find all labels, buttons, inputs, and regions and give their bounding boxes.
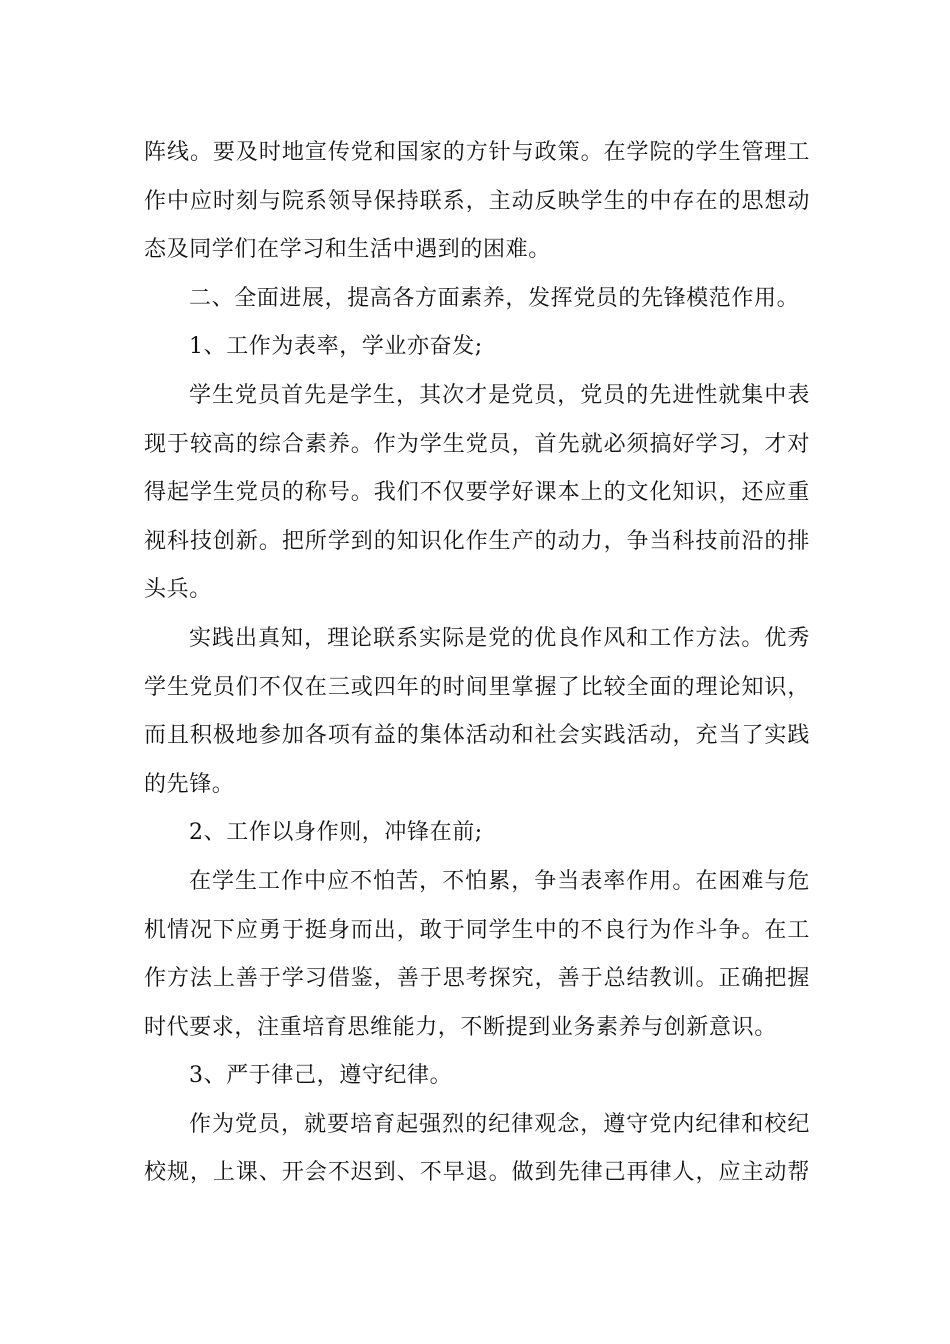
text-line: 得起学生党员的称号。我们不仅要学好课本上的文化知识，还应重 (144, 480, 810, 506)
text-line: 学生党员们不仅在三或四年的时间里掌握了比较全面的理论知识， (144, 674, 810, 700)
document-body (144, 129, 810, 1198)
paragraph (144, 615, 810, 809)
text-line: 1、工作为表率，学业亦奋发; (189, 334, 483, 360)
text-line: 的先锋。 (144, 771, 235, 797)
text-line: 2、工作以身作则，冲锋在前; (189, 820, 483, 846)
paragraph (144, 129, 810, 275)
paragraph (144, 809, 810, 858)
text-line: 二、全面进展，提高各方面素养，发挥党员的先锋模范作用。 (189, 285, 800, 311)
text-line: 阵线。要及时地宣传党和国家的方针与政策。在学院的学生管理工 (144, 140, 810, 165)
text-line: 作中应时刻与院系领导保持联系，主动反映学生的中存在的思想动 (144, 188, 810, 214)
paragraph (144, 1052, 810, 1101)
text-line: 而且积极地参加各项有益的集体活动和社会实践活动，充当了实践 (144, 723, 810, 749)
text-line: 作为党员，就要培育起强烈的纪律观念，遵守党内纪律和校纪 (189, 1111, 810, 1137)
paragraph (144, 372, 810, 615)
text-line: 校规，上课、开会不迟到、不早退。做到先律己再律人，应主动帮 (144, 1160, 810, 1186)
paragraph (144, 275, 810, 324)
text-line: 视科技创新。把所学到的知识化作生产的动力，争当科技前沿的排 (144, 528, 810, 554)
text-line: 在学生工作中应不怕苦，不怕累，争当表率作用。在困难与危 (189, 868, 810, 894)
text-line: 现于较高的综合素养。作为学生党员，首先就必须搞好学习，才对 (144, 431, 810, 457)
text-line: 时代要求，注重培育思维能力，不断提到业务素养与创新意识。 (144, 1014, 777, 1040)
text-line: 态及同学们在学习和生活中遇到的困难。 (144, 237, 551, 263)
text-line: 作方法上善于学习借鉴，善于思考探究，善于总结教训。正确把握 (144, 966, 810, 992)
paragraph (144, 323, 810, 372)
text-line: 机情况下应勇于挺身而出，敢于同学生中的不良行为作斗争。在工 (144, 917, 810, 943)
text-line: 学生党员首先是学生，其次才是党员，党员的先进性就集中表 (189, 382, 810, 408)
paragraph (144, 858, 810, 1052)
text-line: 头兵。 (144, 577, 212, 603)
paragraph (144, 1101, 810, 1198)
text-line: 3、严于律己，遵守纪律。 (189, 1063, 453, 1089)
text-line: 实践出真知，理论联系实际是党的优良作风和工作方法。优秀 (189, 625, 810, 651)
